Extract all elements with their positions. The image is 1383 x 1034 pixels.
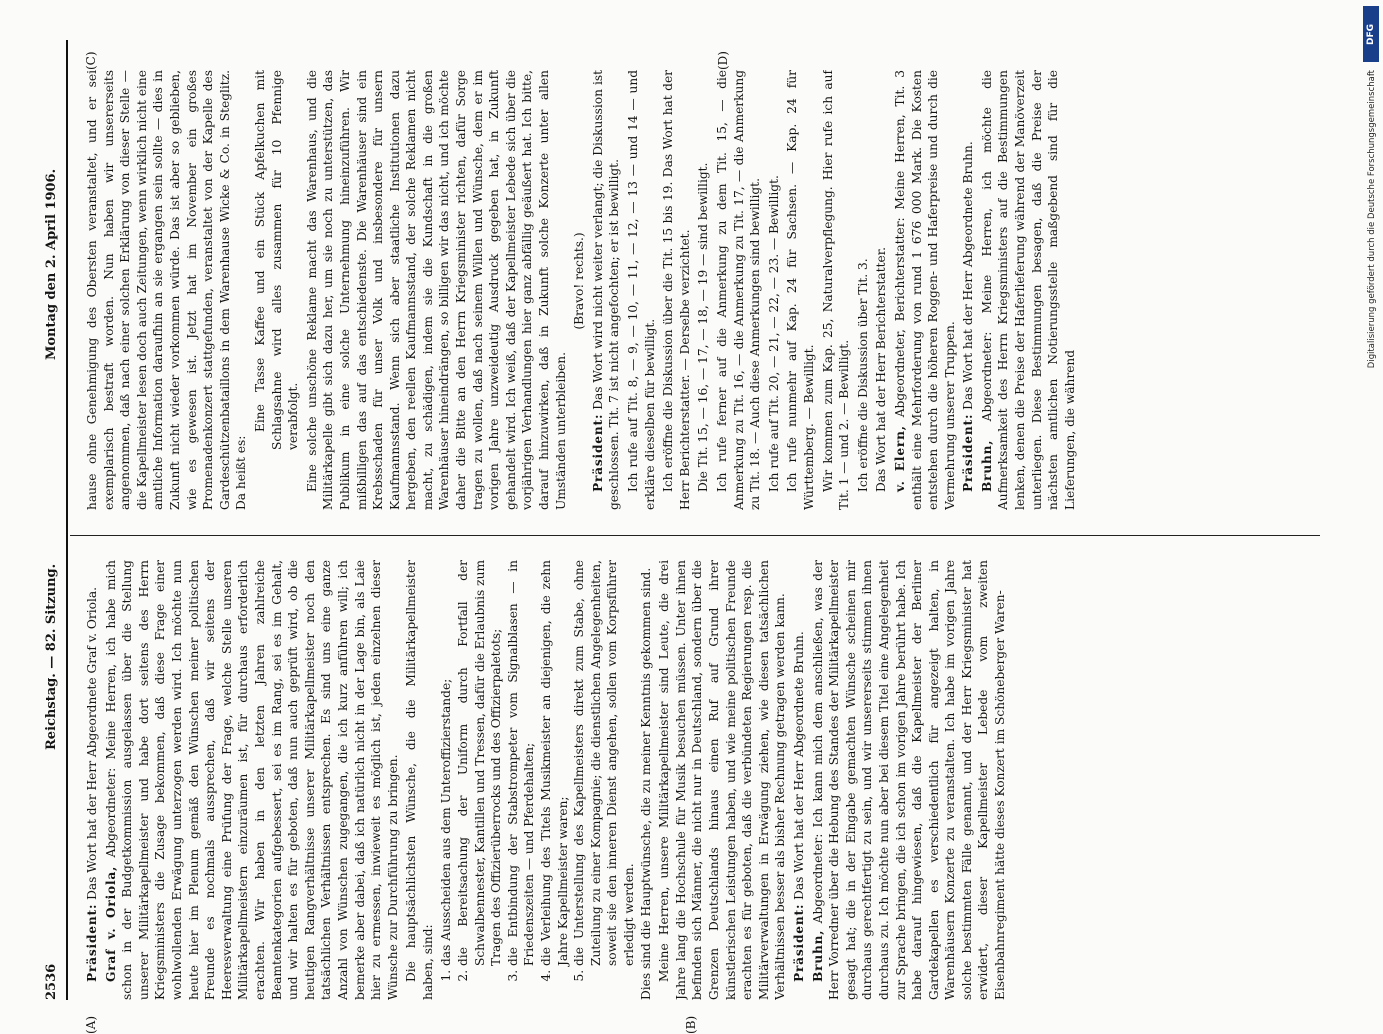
- paragraph: [84, 560, 101, 1000]
- paragraph: [810, 560, 1009, 1000]
- paragraph: Eine solche unschöne Reklame macht das Warenhaus, und die Militärkapelle gibt sich dazu her, um sie noch zu unterstützen, das Publikum in eine solche Unternehmung hineinzuführen. Wir mißbilligen das auf das entschiedenste. Die Warenhäuser sind ein Krebsschaden für unser Volk und insbesondere für unsern Kaufmannsstand. Wenn sich aber staatliche Institutionen dazu hergeben, den reellen Kaufmannsstand, der solche Reklamen nicht macht, zu schädigen, indem sie die Kundschaft in die großen Warenhäuser hineindrängen, so billigen wir das nicht, und ich möchte daher die Bitte an den Herrn Kriegsminister richten, dafür Sorge tragen zu wollen, daß nach seinem Willen und Wünsche, dem er im vorigen Jahre unzweideutig Ausdruck gegeben hat, in Zukunft gehandelt wird. Ich weiß, daß der Kapellmeister Lebede sich über die vorjährigen Verhandlungen hier ganz abfällig geäußert hat. Ich bitte, darauf hinzuwirken, daß in Zukunft solche Konzerte unter allen Umständen unterbleiben.: [304, 70, 568, 510]
- page-number: 2536: [44, 963, 59, 1000]
- paragraph: hause ohne Genehmigung des Obersten veranstaltet, und er sei exemplarisch bestraft worden. Nun haben wir unsererseits angenommen, daß nach einer solchen Erklärung von dieser Stelle — die Kapellmeister lesen doch auch Zeitungen, wenn wirklich nicht eine amtliche Information daraufhin an sie ergangen sein sollte — dies in Zukunft nicht wieder vorkommen würde. Das ist aber so geblieben, wie es gewesen ist. Jetzt hat im November ein großes Promenadenkonzert stattgefunden, veranstaltet von der Kapelle des Gardeschützenbataillons in dem Warenhause Wicke & Co. in Steglitz. Da heißt es:: [85, 70, 249, 510]
- speech-text: Abgeordneter, Berichterstatter: Meine Herren, Tit. 3 enthält eine Mehrforderung von rund 1 676 000 Mark. Die Kosten entstehen durch die höheren Roggen- und Haferpreise und durch die Vermehrung unserer Truppen.: [892, 70, 957, 510]
- paragraph: Dies sind die Hauptwünsche, die zu meiner Kenntnis gekommen sind.: [638, 567, 653, 1000]
- speech-text: Das Wort hat der Herr Abgeordnete Graf v. Oriola.: [85, 586, 99, 904]
- speech-text: Das Wort hat der Herr Abgeordnete Bruhn.: [791, 631, 806, 904]
- speaker-name: Präsident:: [590, 413, 605, 492]
- list-item: 5. die Unterstellung des Kapellmeisters direkt zum Stabe, ohne Zuteilung zu einer Kompagnie; die dienstlichen Angelegenheiten, soweit sie den inneren Dienst angehen, sollen vom Korpsführer erledigt werden.: [571, 560, 637, 966]
- paragraph: [979, 70, 1079, 510]
- paragraph: Ich rufe nunmehr auf Kap. 24 für Sachsen. — Kap. 24 für Württemberg. — Bewilligt.: [785, 70, 816, 510]
- paragraph: Das Wort hat der Herr Berichterstatter.: [874, 246, 889, 492]
- speaker-name: v. Elern,: [892, 425, 907, 492]
- column-divider: [70, 535, 1320, 536]
- list-item: 4. die Verleihung des Titels Musikmeister an diejenigen, die zehn Jahre Kapellmeister waren;: [538, 560, 571, 966]
- margin-marker-a: (A): [84, 1015, 98, 1034]
- quote: Eine Tasse Kaffee und ein Stück Apfelkuchen mit Schlagsahne wird alles zusammen für 10 Pfennige verabfolgt.: [252, 70, 301, 450]
- speech-text: Abgeordneter: Meine Herren, ich habe mich schon in der Budgetkommission ausgelassen über die Stellung unserer Militärkapellmeister und habe dort seitens des Herrn Kriegsministers die Zusage bekommen, daß diese Frage einer wohlwollenden Erwägung unterzogen werden wird. Ich möchte nun heute hier im Plenum gemäß den Wünschen meiner politischen Freunde es nochmals aussprechen, daß wir seitens der Heeresverwaltung eine Prüfung der Frage, welche Stelle unseren Militärkapellmeistern einzuräumen ist, für durchaus erforderlich erachten. Wir haben in den letzten Jahren zahlreiche Beamtenkategorien aufgebessert, sei es im Rang, sei es im Gehalt, und wir halten es für geboten, daß nun auch geprüft wird, ob die heutigen Rangverhältnisse unserer Militärkapellmeister noch den tatsächlichen Verhältnissen entsprechen. Es sind uns eine ganze Anzahl von Wünschen zugegangen, die ich kurz anführen will; ich bemerke aber dabei, daß ich natürlich nicht in der Lage bin, als Laie hier zu ermessen, inwieweit es möglich ist, jeden einzelnen dieser Wünsche zur Durchführung zu bringen.: [103, 560, 400, 1000]
- paragraph: [960, 70, 977, 510]
- paragraph: [791, 560, 808, 1000]
- speaker-name: Präsident:: [85, 903, 99, 982]
- paragraph: Meine Herren, unsere Militärkapellmeister sind Leute, die drei Jahre lang die Hochschule für Musik besuchen müssen. Unter ihnen befinden sich Männer, die nicht nur in Deutschland, sondern über die Grenzen Deutschlands hinaus einen Ruf auf Grund ihrer künstlerischen Leistungen haben, und wie meine politischen Freunde erachten es für geboten, daß die verbündeten Regierungen resp. die Militärverwaltungen in Erwägung ziehen, wie diesen tatsächlichen Verhältnissen besser als bisher Rechnung getragen werden kann.: [657, 560, 788, 1000]
- speaker-name: Präsident:: [961, 413, 976, 492]
- paragraph: [103, 560, 402, 1000]
- speaker-name: Bruhn,: [810, 929, 825, 982]
- list-item: 3. die Entbindung der Stabstrompeter vom Signalblasen — in Friedenszeiten — und Pferdehalten;: [505, 560, 538, 966]
- speech-text: Das Wort hat der Herr Abgeordnete Bruhn.: [961, 141, 976, 414]
- paragraph: Ich rufe ferner auf die Anmerkung zu dem Tit. 15, — die Anmerkung zu Tit. 16, — die Anmerkung zu Tit. 17, — die Anmerkung zu Tit. 18. — Auch diese Anmerkungen sind bewilligt.: [714, 70, 763, 510]
- speaker-name: Bruhn,: [979, 439, 994, 492]
- paragraph: Die hauptsächlichsten Wünsche, die die Militärkapellmeister haben, sind:: [404, 560, 435, 1000]
- list-item: 2. die Bereitsachung der Uniform durch Fortfall der Schwalbennester, Kantillen und Tressen, dafür die Erlaubnis zum Tragen des Offizierüberrocks und des Offizierpaletots;: [455, 560, 505, 966]
- wishes-list: [438, 560, 637, 1000]
- applause-note: (Bravo! rechts.): [572, 232, 587, 330]
- margin-marker-c: (C): [84, 51, 98, 70]
- paragraph: Ich eröffne die Diskussion über die Tit. 15 bis 19. Das Wort hat der Herr Berichterstatter. — Derselbe verzichtet.: [661, 70, 692, 510]
- dfg-credit: [1361, 6, 1379, 996]
- paragraph: Ich eröffne die Diskussion über Tit. 3.: [855, 258, 870, 492]
- left-column: [84, 560, 1320, 1000]
- margin-marker-b: (B): [684, 1015, 698, 1034]
- dfg-credit-text: Digitalisierung gefördert durch die Deutsche Forschungsgemeinschaft: [1367, 70, 1377, 369]
- paragraph: [892, 70, 958, 510]
- speech-text: Abgeordneter: Ich kann mich dem anschließen, was der Herr Vorredner über die Hebung des Standes der Militärkapellmeister gesagt hat; die in der Eingabe gemachten Wünsche scheinen mir durchaus gerechtfertigt zu sein, und wir unsererseits stimmen ihnen durchaus zu. Ich möchte nun aber bei diesem Titel eine Angelegenheit zur Sprache bringen, die ich schon im vorigen Jahre berührt habe. Ich habe darauf hingewiesen, daß die Kapellmeister der Berliner Gardekapellen es verschiedentlich für angezeigt halten, in Warenhäusern Konzerte zu veranstalten. Ich habe im vorigen Jahre solche bestimmten Fälle genannt, und der Herr Kriegsminister hat erwidert, dieser Kapellmeister Lebede vom zweiten Eisenbahnregiment hätte dieses Konzert im Schöneberger Waren-: [810, 560, 1008, 1000]
- margin-marker-d: (D): [716, 51, 730, 70]
- dfg-logo: DFG: [1363, 6, 1379, 62]
- document-page: [40, 40, 1340, 1034]
- list-item: 1. das Ausscheiden aus dem Unteroffizierstande;: [438, 560, 455, 966]
- paragraph: Ich rufe auf Tit. 20, — 21, — 22, — 23. — Bewilligt.: [766, 175, 781, 492]
- paragraph: Die Tit. 15, — 16, — 17, — 18, — 19 — sind bewilligt.: [696, 162, 711, 492]
- speaker-name: Graf v. Oriola,: [103, 865, 118, 982]
- right-column: [84, 70, 1320, 510]
- page-header: [40, 40, 68, 1000]
- paragraph: [590, 70, 623, 510]
- session-date: Montag den 2. April 1906.: [44, 168, 59, 360]
- speech-text: Abgeordneter: Meine Herren, ich möchte die Aufmerksamkeit des Herrn Kriegsministers auf die Bestimmungen lenken, denen die Preise der Haferlieferung während der Manöverzeit unterliegen. Diese Bestimmungen besagen, daß die Preise der nächsten amtlichen Notierungsstelle maßgebend sind für die Lieferungen, die während: [979, 70, 1077, 510]
- paragraph: Wir kommen zum Kap. 25, Naturalverpflegung. Hier rufe ich auf Tit. 1 — und 2. — Bewilligt.: [820, 70, 852, 510]
- paragraph: Ich rufe auf Tit. 8, — 9, — 10, — 11, — 12, — 13 — und 14 — und erkläre dieselben für bewilligt.: [626, 70, 657, 510]
- speech-text: Das Wort wird nicht weiter verlangt; die Diskussion ist geschlossen. Tit. 7 ist nicht angefochten; er ist bewilligt.: [590, 70, 622, 510]
- speaker-name: Präsident:: [791, 903, 806, 982]
- session-title: Reichstag. — 82. Sitzung.: [44, 563, 59, 750]
